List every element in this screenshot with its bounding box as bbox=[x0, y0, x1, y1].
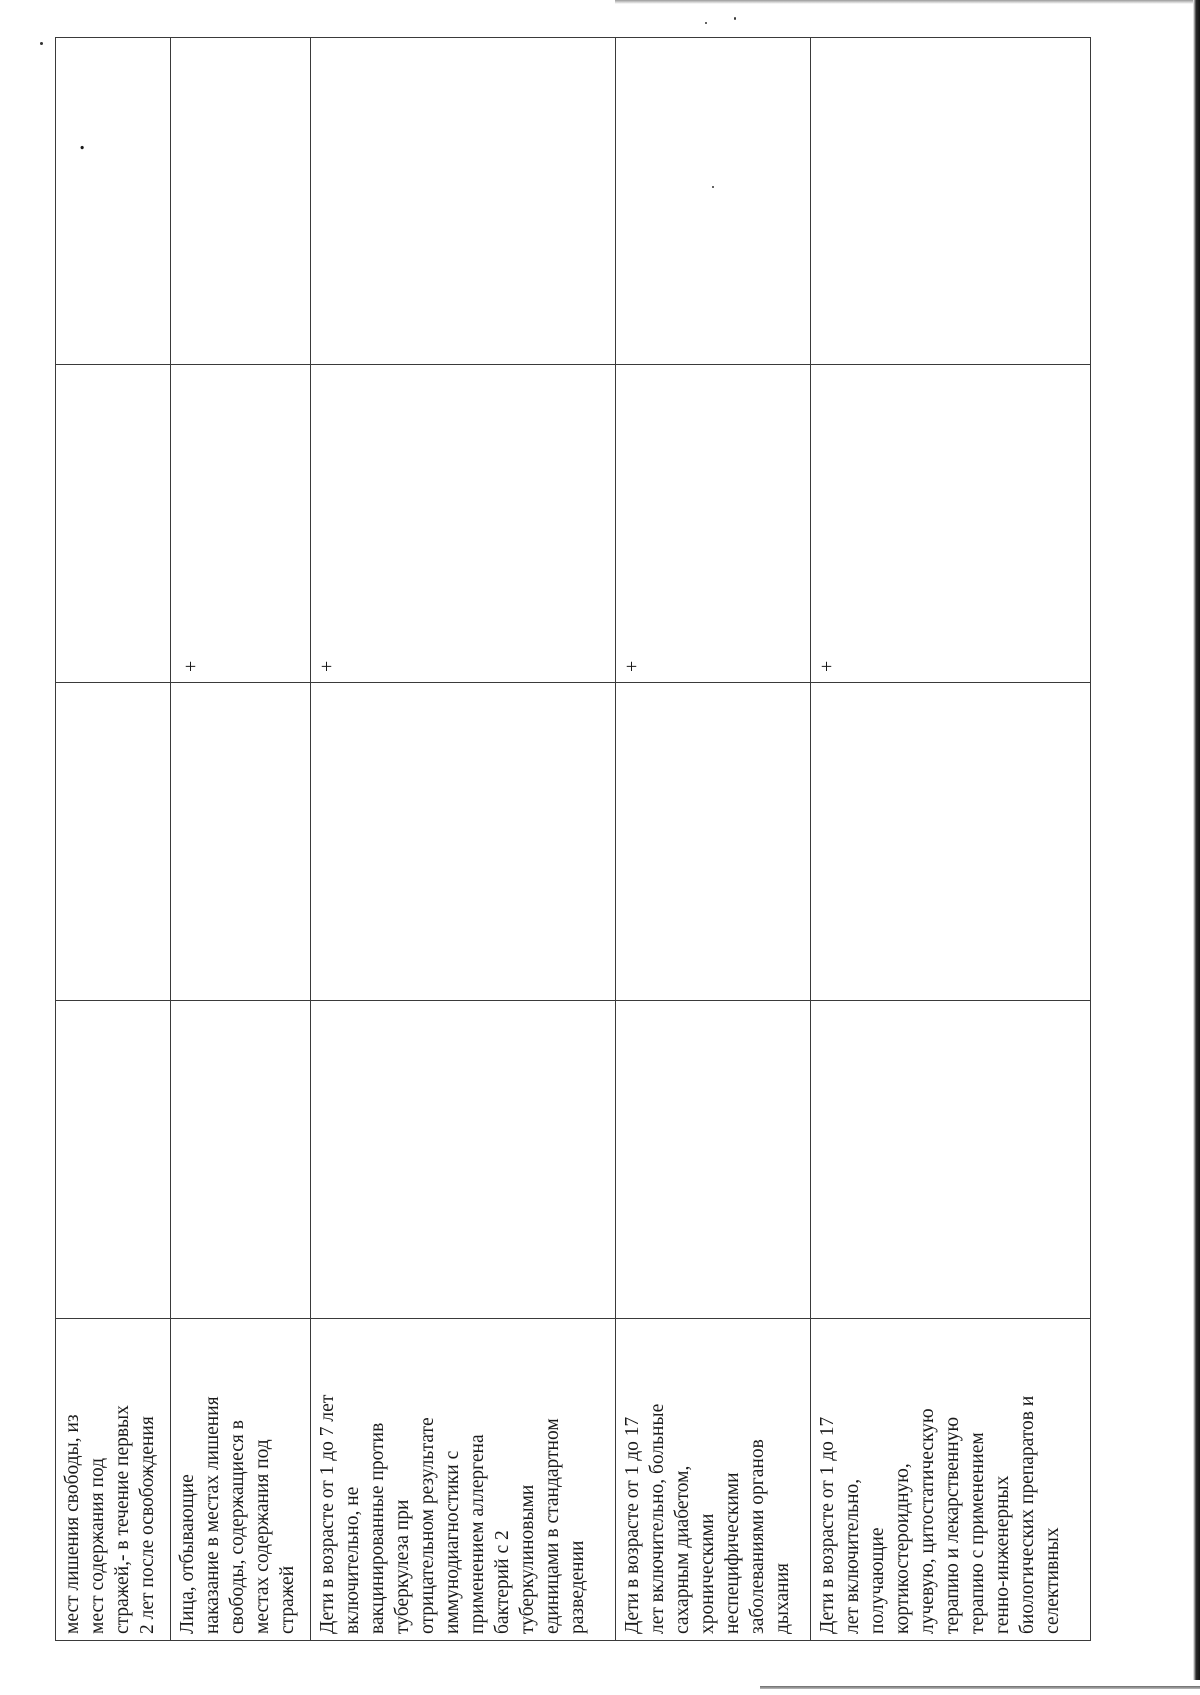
table-row bbox=[56, 38, 171, 1641]
table-cell bbox=[811, 1001, 1091, 1319]
plus-mark: + bbox=[316, 660, 338, 672]
table-cell bbox=[56, 365, 171, 683]
scan-speck bbox=[705, 22, 707, 24]
rotated-table-container bbox=[55, 38, 1090, 1641]
scan-speck bbox=[40, 42, 43, 45]
document-table-frame bbox=[55, 38, 1090, 1641]
category-cell bbox=[56, 1319, 171, 1641]
table-row bbox=[311, 38, 616, 1641]
table-cell bbox=[311, 38, 616, 365]
table-row bbox=[616, 38, 811, 1641]
table-cell bbox=[311, 365, 616, 683]
scan-edge-right bbox=[1193, 0, 1200, 1680]
table-cell bbox=[56, 1001, 171, 1319]
scan-edge-bottom bbox=[760, 1686, 1200, 1689]
category-cell bbox=[616, 1319, 811, 1641]
plus-mark: + bbox=[816, 660, 838, 672]
table-row bbox=[811, 38, 1091, 1641]
document-table bbox=[55, 37, 1091, 1641]
table-cell bbox=[616, 1001, 811, 1319]
table-cell bbox=[811, 38, 1091, 365]
table-cell bbox=[171, 683, 311, 1001]
table-cell bbox=[811, 683, 1091, 1001]
plus-mark: + bbox=[621, 660, 643, 672]
table-cell bbox=[616, 365, 811, 683]
table-cell bbox=[616, 38, 811, 365]
scan-speck bbox=[734, 17, 736, 20]
table-cell bbox=[56, 683, 171, 1001]
table-cell bbox=[171, 365, 311, 683]
table-cell bbox=[616, 683, 811, 1001]
table-cell bbox=[311, 683, 616, 1001]
category-text: Дети в возрасте от 1 до 7 лет включительно, не вакцинированные против туберкулеза при отрицательном результате иммунодиагностики с применением аллергена бактерий с 2 туберкулиновыми единицами в стандартном разведении bbox=[317, 1394, 588, 1634]
category-text: мест лишения свободы, из мест содержания под стражей,- в течение первых 2 лет после освобождения bbox=[62, 1405, 158, 1634]
category-text: Дети в возрасте от 1 до 17 лет включительно, больные сахарным диабетом, хроническими неспецифическими заболеваниями органов дыхания bbox=[622, 1403, 793, 1634]
plus-mark: + bbox=[180, 660, 202, 672]
table-cell bbox=[56, 38, 171, 365]
category-cell bbox=[171, 1319, 311, 1641]
table-cell bbox=[811, 365, 1091, 683]
scan-edge-top bbox=[615, 0, 1200, 4]
cell-mark: • bbox=[76, 145, 91, 150]
table-cell bbox=[311, 1001, 616, 1319]
table-row bbox=[171, 38, 311, 1641]
table-cell bbox=[171, 1001, 311, 1319]
category-cell bbox=[311, 1319, 616, 1641]
table-cell bbox=[171, 38, 311, 365]
category-cell bbox=[811, 1319, 1091, 1641]
category-text: Лица, отбывающие наказание в местах лишения свободы, содержащиеся в местах содержания под стражей bbox=[177, 1396, 298, 1634]
category-text: Дети в возрасте от 1 до 17 лет включительно, получающие кортикостероидную, лучевую, цитостатическую терапию и лекарственную терапию с применением генно-инженерных биологических препаратов и селективных bbox=[817, 1395, 1063, 1634]
